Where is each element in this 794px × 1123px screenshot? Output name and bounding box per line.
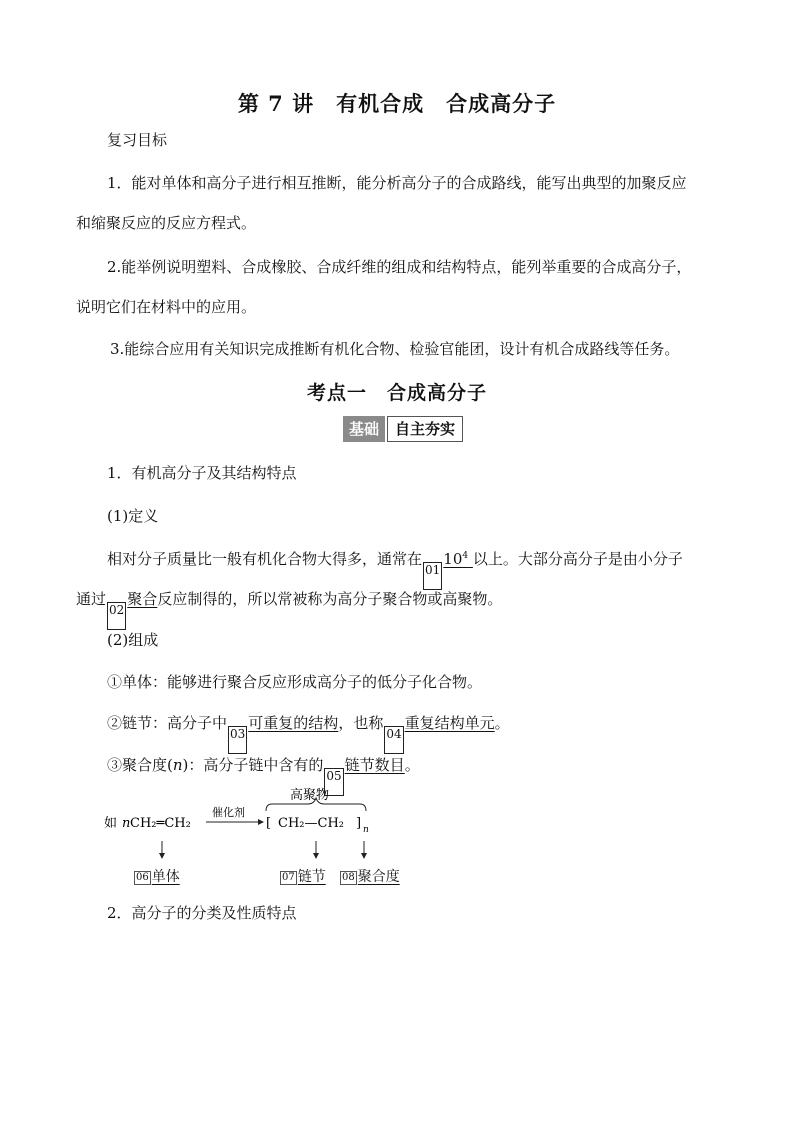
answer-01-exponent: 4 <box>462 551 469 561</box>
badge-self-study: 自主夯实 <box>387 416 463 442</box>
definition-text: 相对分子质量比一般有机化合物大得多，通常在 <box>107 550 423 568</box>
item-3-mid: )：高分子链中含有的 <box>182 756 324 774</box>
label-number-07: 07 <box>282 872 295 883</box>
item-2-text: ②链节：高分子中 <box>107 714 228 732</box>
item-3-variable: n <box>172 756 183 774</box>
composition-heading: (2)组成 <box>107 631 159 649</box>
item-chain-unit <box>107 713 510 754</box>
objective-1-line1: 1．能对单体和高分子进行相互推断，能分析高分子的合成路线，能写出典型的加聚反应 <box>107 174 687 192</box>
section-badge <box>343 416 463 442</box>
item-3-text: ③聚合度( <box>107 756 173 774</box>
right-bracket: ] <box>356 816 362 831</box>
answer-number-02: 02 <box>107 602 126 630</box>
diagram-catalyst: 催化剂 <box>212 806 245 819</box>
label-chain-unit <box>280 866 326 886</box>
subheading-2: 2．高分子的分类及性质特点 <box>107 904 297 922</box>
objective-2-line2: 说明它们在材料中的应用。 <box>76 298 257 316</box>
left-bracket: [ <box>266 816 272 831</box>
label-chain-unit-text: 链节 <box>297 869 326 885</box>
label-monomer-text: 单体 <box>151 869 180 885</box>
arrowhead-degree <box>361 853 367 859</box>
item-3-end: 。 <box>404 756 420 774</box>
definition-text-2-cont: 反应制得的，所以常被称为高分子聚合物或高聚物。 <box>157 590 503 608</box>
reaction-arrowhead <box>258 819 264 825</box>
label-degree <box>340 866 400 886</box>
objectives-heading: 复习目标 <box>107 131 168 149</box>
diagram-reactant: CH₂═CH₂ <box>130 816 191 831</box>
answer-05: 链节数目 <box>344 756 405 774</box>
label-degree-text: 聚合度 <box>357 869 400 885</box>
answer-01-base: 10 <box>443 550 463 568</box>
diagram-subscript-n: n <box>363 825 369 835</box>
definition-line-1 <box>107 546 683 590</box>
subheading-1: 1．有机高分子及其结构特点 <box>107 464 297 482</box>
definition-text-cont: 以上。大部分高分子是由小分子 <box>472 550 683 568</box>
badge-basic: 基础 <box>343 416 385 442</box>
definition-line-2 <box>76 589 502 630</box>
answer-number-05: 05 <box>324 768 343 796</box>
answer-number-01: 01 <box>423 562 442 590</box>
label-monomer <box>134 866 180 886</box>
page-title: 第 7 讲 有机合成 合成高分子 <box>237 91 557 116</box>
objective-1-line2: 和缩聚反应的反应方程式。 <box>76 214 257 232</box>
diagram-prefix: 如 <box>104 816 118 831</box>
diagram-product: CH₂—CH₂ <box>278 816 344 831</box>
label-number-08: 08 <box>342 872 355 883</box>
item-2-end: 。 <box>494 714 510 732</box>
objective-2-line1: 2.能举例说明塑料、合成橡胶、合成纤维的组成和结构特点，能列举重要的合成高分子， <box>107 258 692 276</box>
objective-3: 3.能综合应用有关知识完成推断有机化合物、检验官能团，设计有机合成路线等任务。 <box>110 340 680 358</box>
answer-number-04: 04 <box>384 726 403 754</box>
diagram-brace-label: 高聚物 <box>290 788 330 803</box>
answer-01 <box>443 550 473 568</box>
item-2-mid: ，也称 <box>338 714 384 732</box>
arrowhead-monomer <box>159 853 165 859</box>
label-number-06: 06 <box>136 872 149 883</box>
answer-04: 重复结构单元 <box>404 714 495 732</box>
answer-02: 聚合 <box>127 590 158 608</box>
item-monomer: ①单体：能够进行聚合反应形成高分子的低分子化合物。 <box>107 673 483 691</box>
section-title: 考点一 合成高分子 <box>306 382 487 404</box>
answer-number-03: 03 <box>228 726 247 754</box>
answer-03: 可重复的结构 <box>248 714 339 732</box>
diagram-coefficient: n <box>122 816 131 831</box>
definition-heading: (1)定义 <box>107 507 159 525</box>
definition-text-2: 通过 <box>76 590 107 608</box>
arrowhead-chain-unit <box>313 853 319 859</box>
